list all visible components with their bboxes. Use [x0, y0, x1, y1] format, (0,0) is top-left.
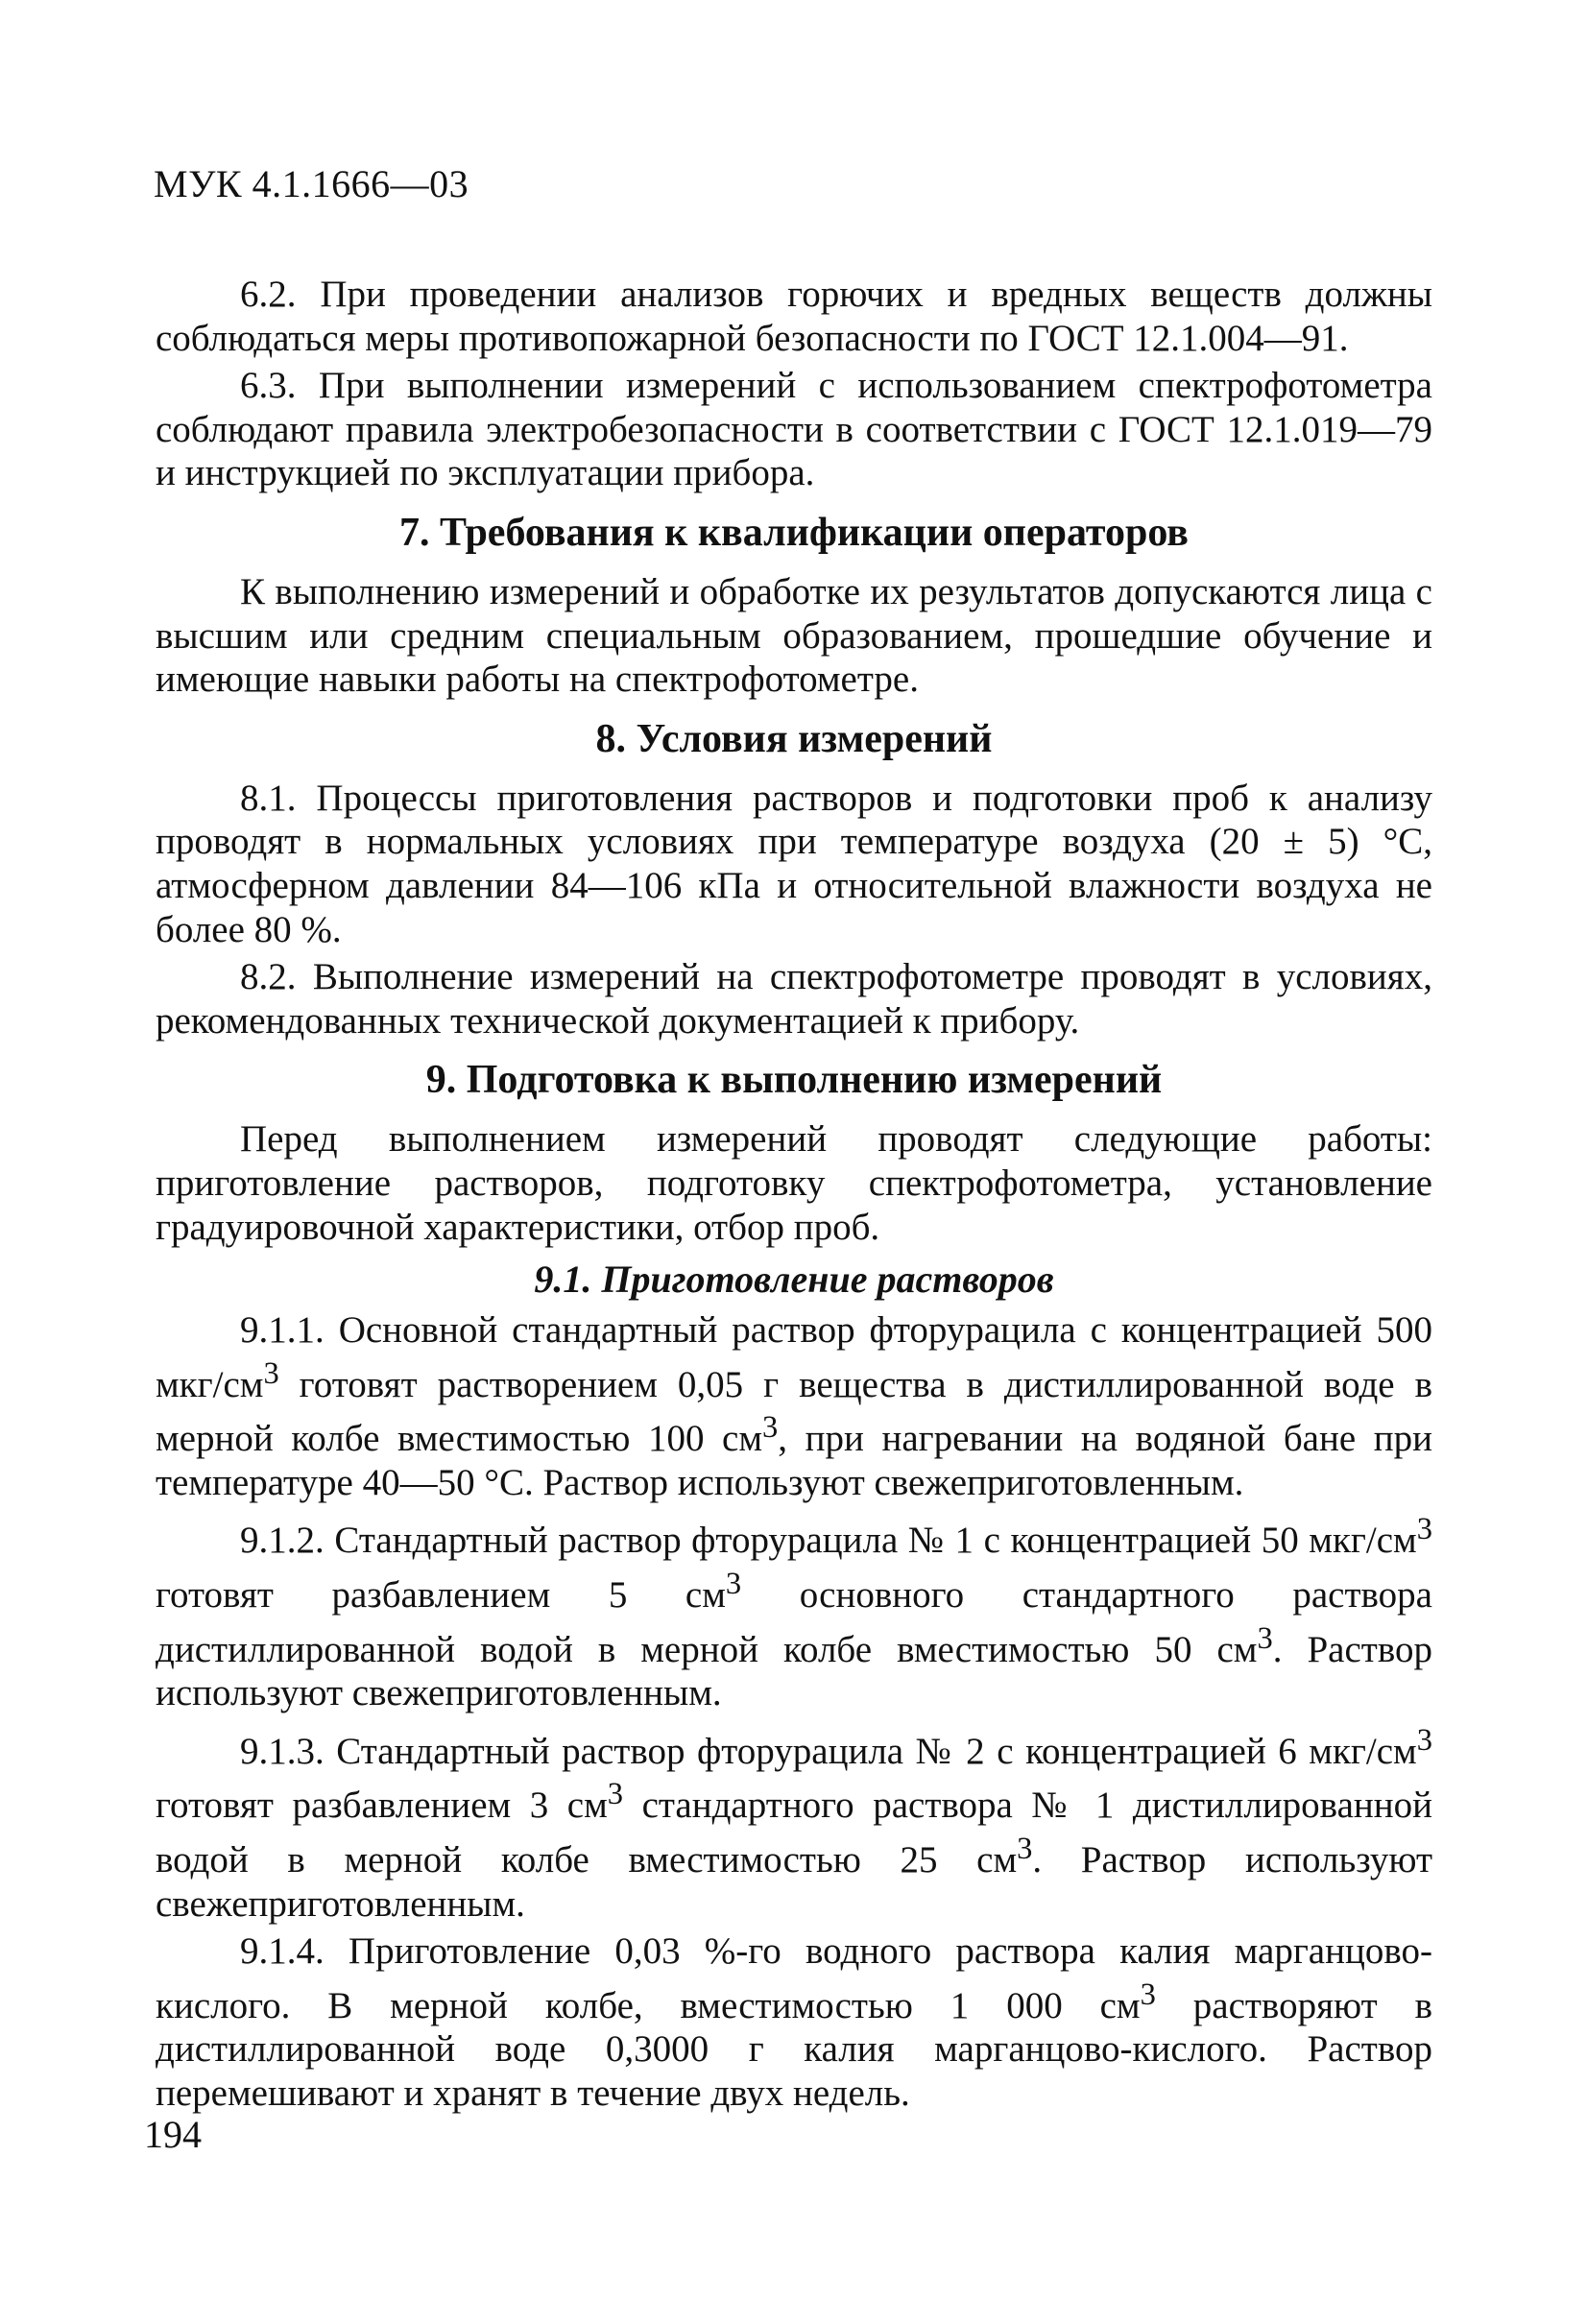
running-title: МУК 4.1.1666—03 [154, 162, 469, 205]
paragraph-8-2: 8.2. Выполнение измерений на спектрофотометре проводят в условиях, рекомендованных технической документацией к прибору. [156, 956, 1432, 1042]
page-number: 194 [144, 2113, 202, 2156]
heading-section-7: 7. Требования к квалификации операторов [399, 510, 1189, 555]
heading-section-9: 9. Подготовка к выполнению измерений [425, 1058, 1163, 1103]
paragraph-8-1: 8.1. Процессы приготовления растворов и подготовки проб к анализу проводят в нормальных условиях при температуре воздуха (20 ± 5) °С, атмосферном давлении 84—106 кПа и относительной влажности воздуха не более 80 %. [156, 777, 1432, 950]
paragraph-9-1-2: 9.1.2. Стандартный раствор фторурацила № 1 с концентрацией 50 мкг/$см^3$ готовят разбавлением 5 $см^3$ основного стандартного раствора дистиллированной водой в мерной колбе вместимостью 50 $см^3$. Раствор используют свежеприготовленным. [156, 1512, 1432, 1714]
paragraph-9-1-3: 9.1.3. Стандартный раствор фторурацила № 2 с концентрацией 6 мкг/$см^3$ готовят разбавлением 3 $см^3$ стандартного раствора № 1 дистиллированной водой в мерной колбе вместимостью 25 $см^3$. Раствор используют свежеприготовленным. [156, 1722, 1432, 1925]
paragraph-9-1-1: 9.1.1. Основной стандартный раствор фторурацила с концентрацией 500 мкг/$см^3$ готовят растворением 0,05 г вещества в дистиллированной воде в мерной колбе вместимостью 100 $см^3$, при нагревании на водяной бане при температуре 40—50 °С. Раствор используют свежеприготовленным. [156, 1309, 1433, 1503]
paragraph-6-2: 6.2. При проведении анализов горючих и вредных веществ должны соблюдаться меры противопожарной безопасности по ГОСТ 12.1.004—91. [156, 274, 1432, 359]
subheading-9-1: 9.1. Приготовление растворов [534, 1258, 1054, 1302]
page-body [156, 273, 1432, 2120]
paragraph-9-1-4: 9.1.4. Приготовление 0,03 %-го водного раствора калия марганцово-кислого. В мерной колбе, вместимостью 1 000 $см^3$ растворяют в дистиллированной воде 0,3000 г калия марганцово-кислого. Раствор перемешивают и хранят в течение двух недель. [156, 1930, 1432, 2114]
paragraph-7: К выполнению измерений и обработке их результатов допускаются лица с высшим или средним специальным образованием, прошедшие обучение и имеющие навыки работы на спектрофотометре. [156, 570, 1432, 701]
paragraph-9-intro: Перед выполнением измерений проводят следующие работы: приготовление растворов, подготовку спектрофотометра, установление градуировочной характеристики, отбор проб. [156, 1118, 1432, 1248]
paragraph-6-3: 6.3. При выполнении измерений с использованием спектрофотометра соблюдают правила электробезопасности в соответствии с ГОСТ 12.1.019—79 и инструкцией по эксплуатации прибора. [156, 365, 1432, 494]
heading-section-8: 8. Условия измерений [595, 716, 993, 761]
